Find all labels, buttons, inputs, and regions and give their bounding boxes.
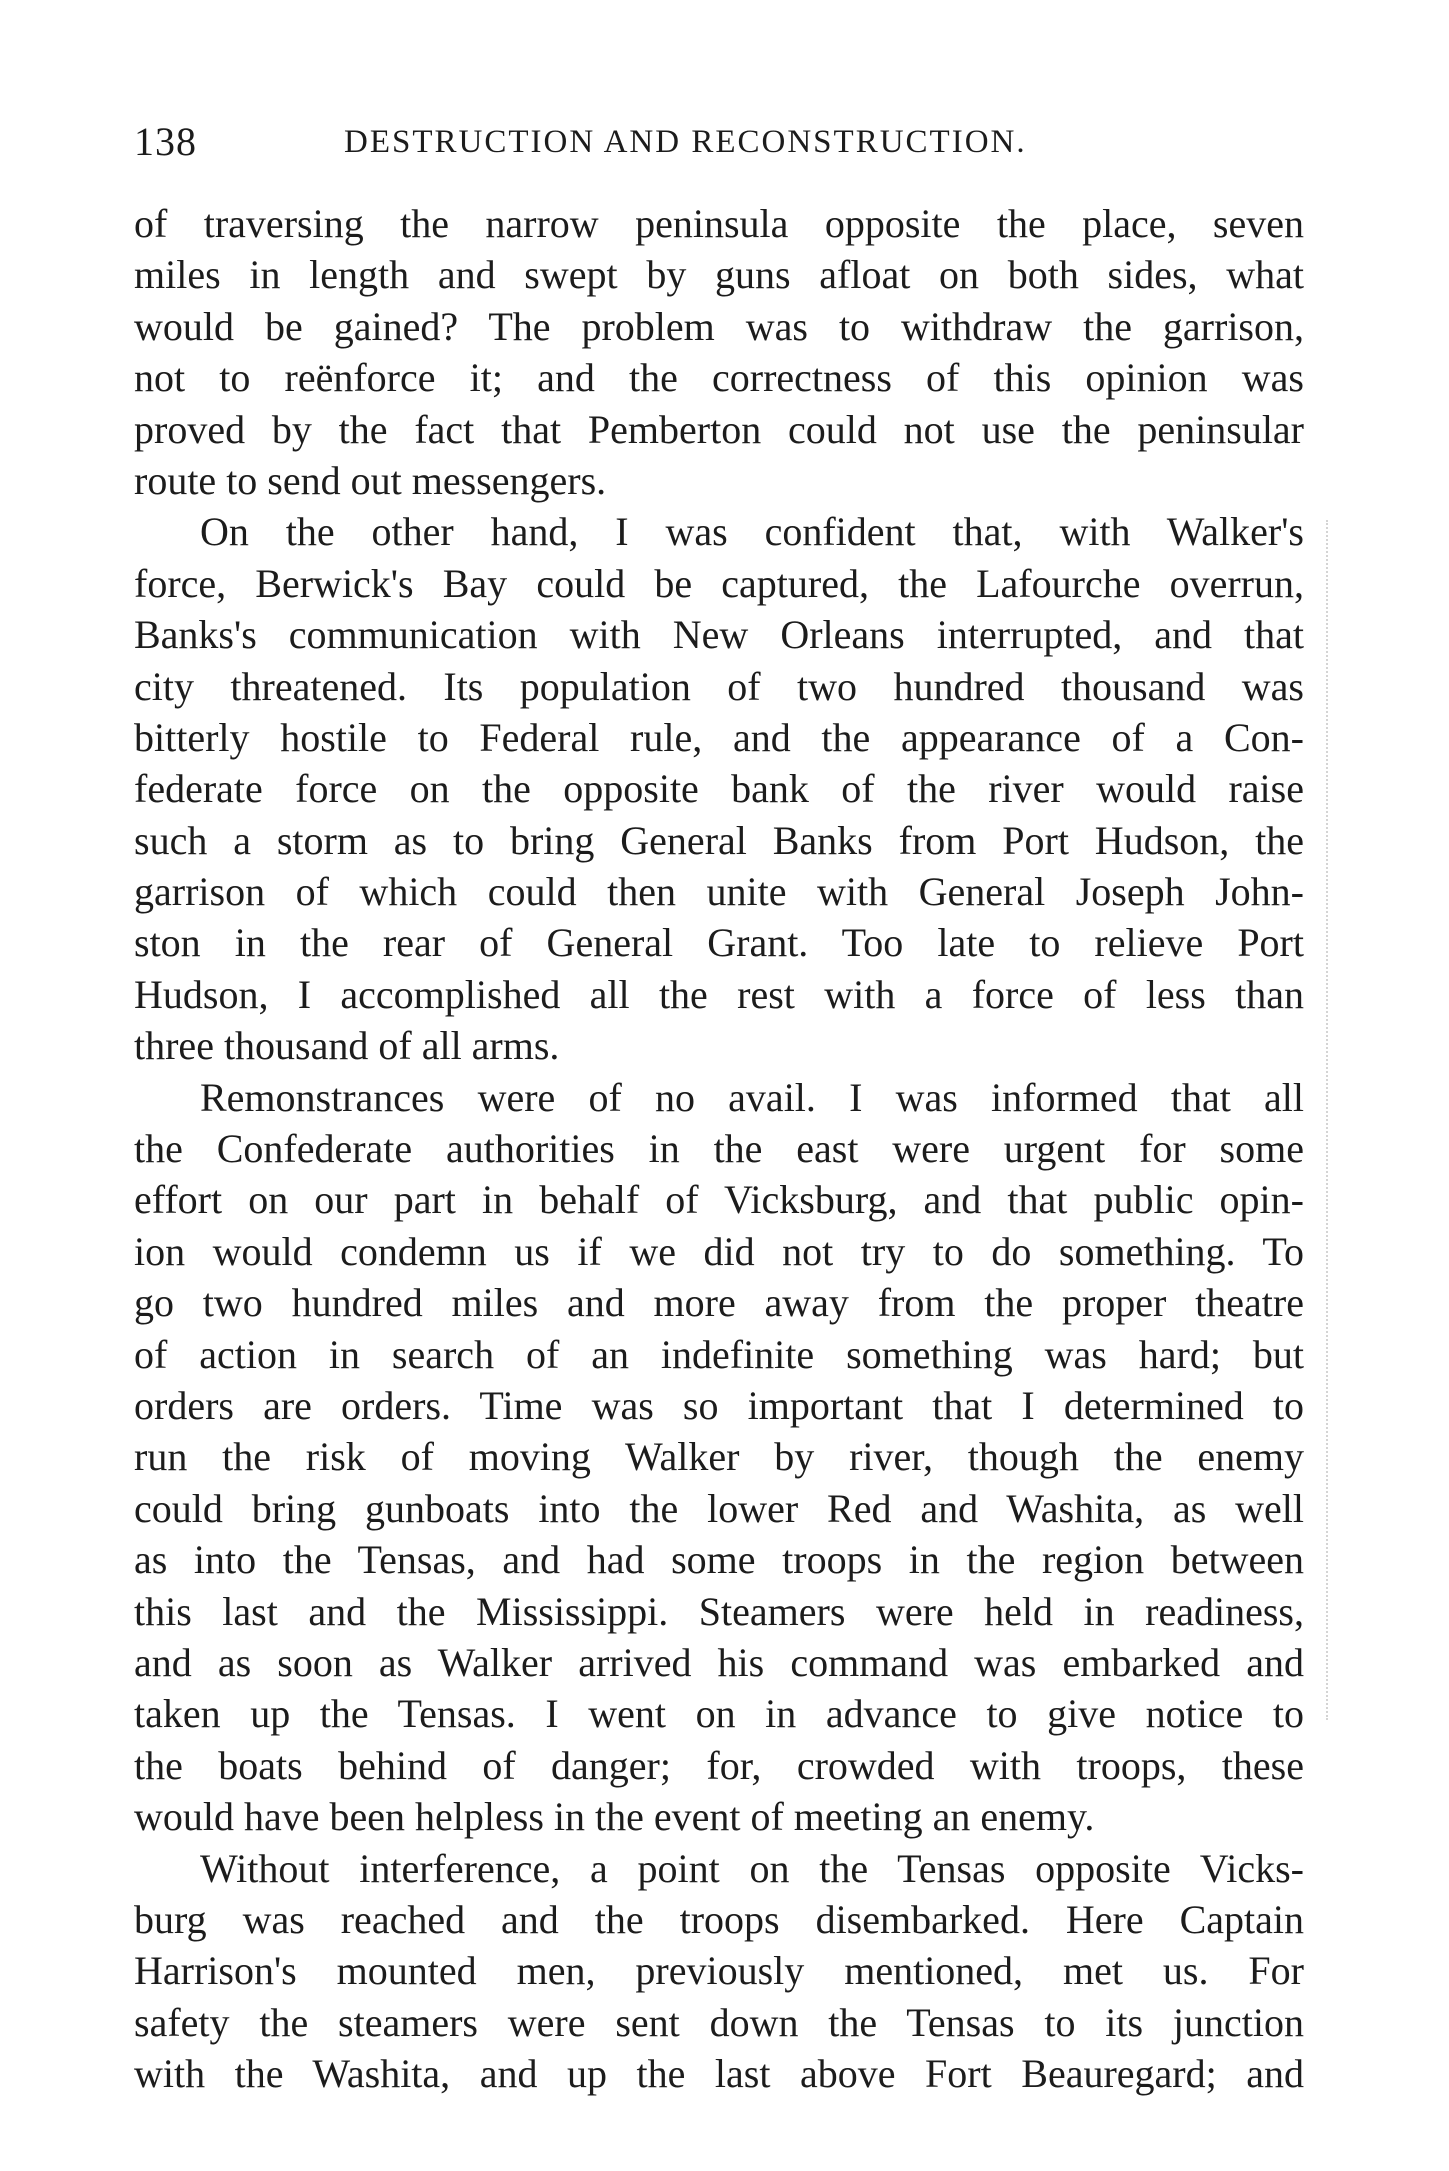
text-line: route to send out messengers.: [134, 457, 607, 503]
text-line: ion would condemn us if we did not try to do something. To: [134, 1228, 1304, 1274]
text-line: Harrison's mounted men, previously mentioned, met us. For: [134, 1948, 1304, 1994]
text-line: of action in search of an indefinite something was hard; but: [134, 1331, 1304, 1377]
text-line: Remonstrances were of no avail. I was informed that all: [200, 1074, 1304, 1120]
text-line: orders are orders. Time was so important that I determined to: [134, 1382, 1304, 1428]
text-line: as into the Tensas, and had some troops in the region between: [134, 1537, 1304, 1583]
text-line: force, Berwick's Bay could be captured, the Lafourche overrun,: [134, 560, 1304, 606]
text-line: the boats behind of danger; for, crowded with troops, these: [134, 1742, 1304, 1788]
text-line: run the risk of moving Walker by river, though the enemy: [134, 1434, 1304, 1480]
text-line: would have been helpless in the event of meeting an enemy.: [134, 1794, 1095, 1840]
text-line: go two hundred miles and more away from the proper theatre: [134, 1280, 1304, 1326]
text-line: ston in the rear of General Grant. Too late to relieve Port: [134, 920, 1304, 966]
page-edge-shadow: [1326, 520, 1332, 1720]
page-number: 138: [134, 119, 197, 164]
text-line: federate force on the opposite bank of the river would raise: [134, 766, 1304, 812]
text-line: three thousand of all arms.: [134, 1023, 560, 1069]
text-line: taken up the Tensas. I went on in advance to give notice to: [134, 1691, 1304, 1737]
text-line: city threatened. Its population of two hundred thousand was: [134, 663, 1304, 709]
text-line: such a storm as to bring General Banks from Port Hudson, the: [134, 817, 1304, 863]
text-line: On the other hand, I was confident that, with Walker's: [200, 509, 1304, 555]
text-line: bitterly hostile to Federal rule, and the appearance of a Con-: [134, 714, 1304, 760]
text-line: not to reënforce it; and the correctness of this opinion was: [134, 355, 1304, 401]
running-head: [134, 112, 1304, 172]
text-line: proved by the fact that Pemberton could not use the peninsular: [134, 406, 1304, 452]
text-line: and as soon as Walker arrived his command was embarked and: [134, 1639, 1304, 1685]
text-line: of traversing the narrow peninsula opposite the place, seven: [134, 201, 1304, 246]
running-title: DESTRUCTION AND RECONSTRUCTION.: [344, 124, 1027, 160]
text-line: would be gained? The problem was to withdraw the garrison,: [134, 303, 1304, 349]
text-line: could bring gunboats into the lower Red and Washita, as well: [134, 1485, 1304, 1531]
text-line: Hudson, I accomplished all the rest with a force of less than: [134, 971, 1304, 1017]
text-line: miles in length and swept by guns afloat on both sides, what: [134, 252, 1304, 298]
text-line: Without interference, a point on the Tensas opposite Vicks-: [200, 1845, 1304, 1891]
text-line: with the Washita, and up the last above Fort Beauregard; and: [134, 2051, 1304, 2097]
text-line: this last and the Mississippi. Steamers were held in readiness,: [134, 1588, 1304, 1634]
text-line: the Confederate authorities in the east were urgent for some: [134, 1126, 1304, 1172]
text-line: safety the steamers were sent down the Tensas to its junction: [134, 1999, 1304, 2045]
body-text: [134, 198, 1304, 2099]
text-line: Banks's communication with New Orleans interrupted, and that: [134, 612, 1304, 658]
text-line: effort on our part in behalf of Vicksburg, and that public opin-: [134, 1177, 1304, 1223]
text-line: burg was reached and the troops disembarked. Here Captain: [134, 1896, 1304, 1942]
text-line: garrison of which could then unite with General Joseph John-: [134, 869, 1304, 915]
